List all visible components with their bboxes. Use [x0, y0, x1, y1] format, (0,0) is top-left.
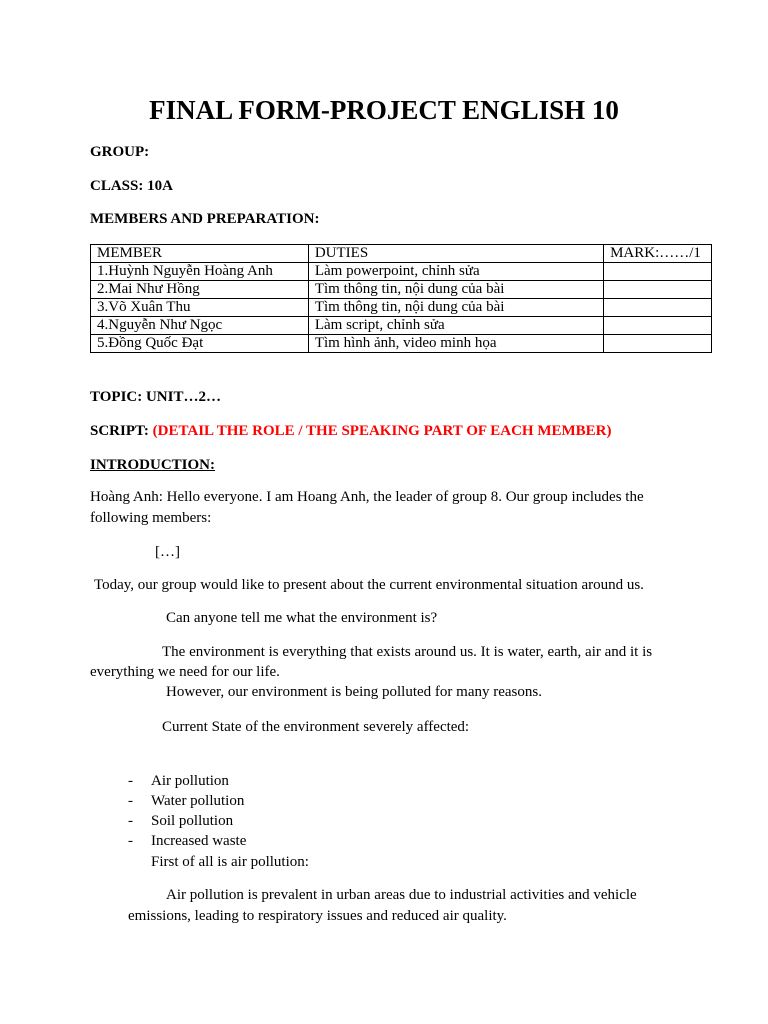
ellipsis-placeholder: […]	[155, 544, 180, 560]
member-cell: 5.Đồng Quốc Đạt	[91, 335, 309, 353]
member-cell: 3.Võ Xuân Thu	[91, 299, 309, 317]
list-item	[0, 773, 768, 793]
list-item-label: Soil pollution	[151, 813, 234, 829]
duties-cell: Làm script, chỉnh sửa	[308, 317, 603, 335]
group-label: GROUP:	[90, 144, 150, 160]
script-label: SCRIPT:	[90, 423, 153, 439]
list-item	[0, 813, 768, 833]
paragraph-current-state: Current State of the environment severely affected:	[162, 719, 470, 735]
mark-cell	[604, 263, 712, 281]
document-title: FINAL FORM-PROJECT ENGLISH 10	[149, 95, 619, 125]
introduction-heading: INTRODUCTION:	[90, 457, 216, 473]
list-item	[0, 833, 768, 853]
members-heading: MEMBERS AND PREPARATION:	[90, 211, 320, 227]
bullet-marker: -	[128, 773, 133, 789]
member-cell: 2.Mai Như Hồng	[91, 281, 309, 299]
member-cell: 1.Huỳnh Nguyễn Hoàng Anh	[91, 263, 309, 281]
paragraph-air-line1: Air pollution is prevalent in urban areas due to industrial activities and vehicle	[166, 887, 637, 903]
duties-cell: Tìm hình ảnh, video minh họa	[308, 335, 603, 353]
topic-label: TOPIC: UNIT…2…	[90, 389, 221, 405]
script-detail: (DETAIL THE ROLE / THE SPEAKING PART OF EACH MEMBER)	[152, 423, 612, 439]
paragraph-intro-line1: Hoàng Anh: Hello everyone. I am Hoang Anh, the leader of group 8. Our group includes the	[90, 489, 644, 505]
list-item-label: Air pollution	[151, 773, 229, 789]
table-row	[91, 281, 712, 299]
mark-cell	[604, 281, 712, 299]
table-header-row	[91, 245, 712, 263]
paragraph-air-line2: emissions, leading to respiratory issues and reduced air quality.	[128, 908, 507, 924]
class-label: CLASS: 10A	[90, 178, 173, 194]
table-row	[91, 299, 712, 317]
paragraph-polluted: However, our environment is being polluted for many reasons.	[166, 684, 542, 700]
header-member: MEMBER	[91, 245, 309, 263]
paragraph-first-air: First of all is air pollution:	[151, 854, 309, 870]
list-item-label: Water pollution	[151, 793, 245, 809]
bullet-marker: -	[128, 833, 133, 849]
script-line	[90, 423, 612, 440]
paragraph-question: Can anyone tell me what the environment is?	[166, 610, 438, 626]
paragraph-environment-line2: everything we need for our life.	[90, 664, 280, 680]
bullet-marker: -	[128, 793, 133, 809]
paragraph-today: Today, our group would like to present about the current environmental situation around us.	[94, 577, 644, 593]
members-table	[90, 244, 712, 353]
duties-cell: Tìm thông tin, nội dung của bài	[308, 281, 603, 299]
duties-cell: Làm powerpoint, chỉnh sửa	[308, 263, 603, 281]
member-cell: 4.Nguyễn Như Ngọc	[91, 317, 309, 335]
list-item-label: Increased waste	[151, 833, 247, 849]
mark-cell	[604, 335, 712, 353]
duties-cell: Tìm thông tin, nội dung của bài	[308, 299, 603, 317]
table-row	[91, 317, 712, 335]
paragraph-intro-line2: following members:	[90, 510, 212, 526]
header-duties: DUTIES	[308, 245, 603, 263]
bullet-marker: -	[128, 813, 133, 829]
list-item	[0, 793, 768, 813]
mark-cell	[604, 317, 712, 335]
table-row	[91, 335, 712, 353]
mark-cell	[604, 299, 712, 317]
table-row	[91, 263, 712, 281]
header-mark: MARK:……/1	[604, 245, 712, 263]
paragraph-environment-line1: The environment is everything that exists around us. It is water, earth, air and it is	[162, 644, 653, 660]
